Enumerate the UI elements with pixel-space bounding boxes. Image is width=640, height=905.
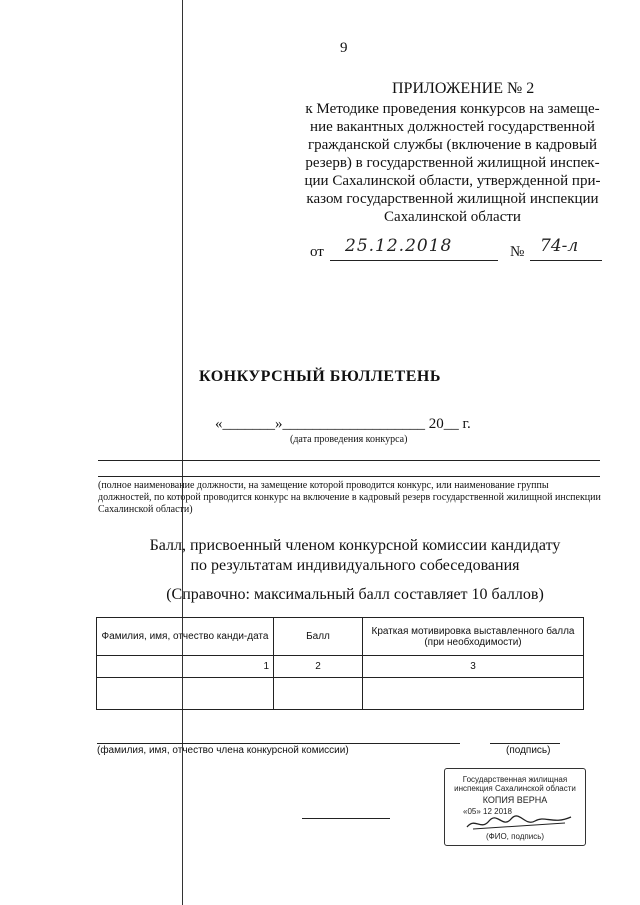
appendix-line: ции Сахалинской области, утвержденной при- [304,173,601,189]
number-label: № [510,244,525,260]
table-row [97,656,584,678]
signature-name-caption: (фамилия, имя, отчество члена конкурсной комиссии) [97,745,349,756]
table-header: Краткая мотивировка выставленного балла (при необходимости) [363,618,584,656]
stamp-date: «05» 12 2018 [463,807,512,816]
handwritten-number: 74-л [540,236,579,256]
reference-note: (Справочно: максимальный балл составляет 10 баллов) [166,586,544,603]
position-line [98,476,600,477]
table-header-row [97,618,584,656]
scan-fold-line [182,0,183,905]
from-label: от [310,244,324,260]
signature-line [490,743,560,744]
signature-caption: (подпись) [506,745,551,756]
handwritten-signature-icon [465,813,575,833]
appendix-text [300,100,605,226]
appendix-line: Сахалинской области [384,209,521,225]
signature-name-line [97,743,460,744]
table-cell [363,678,584,710]
stamp-line: инспекция Сахалинской области [454,784,576,793]
certification-stamp [444,768,586,846]
ballot-table [96,617,584,710]
table-cell: 3 [363,656,584,678]
score-title-line: по результатам индивидуального собеседования [190,557,520,574]
date-underline [330,260,498,261]
table-row [97,678,584,710]
score-title [100,536,610,576]
position-line [98,460,600,461]
appendix-line: гражданской службы (включение в кадровый [307,137,598,153]
appendix-line: казом государственной жилищной инспекции [306,191,599,207]
table-cell [274,678,363,710]
appendix-line: ние вакантных должностей государственной [310,119,595,135]
blank-line [302,818,390,819]
document-title: КОНКУРСНЫЙ БЮЛЛЕТЕНЬ [199,368,441,385]
page-number: 9 [340,40,348,56]
stamp-line: Государственная жилищная [462,775,568,784]
position-caption: (полное наименование должности, на замещение которой проводится конкурс, или наименование группы должностей, по которой проводится конкурс на включение в кадровый резерв государственной жилищной инспекции Сахалинской области) [98,480,601,515]
score-title-line: Балл, присвоенный членом конкурсной комиссии кандидату [149,537,561,554]
appendix-line: к Методике проведения конкурсов на замеще- [305,101,600,117]
stamp-copy: КОПИЯ ВЕРНА [482,795,548,805]
stamp-fio: (ФИО, подпись) [485,832,545,841]
appendix-title: ПРИЛОЖЕНИЕ № 2 [392,80,535,97]
table-header: Балл [274,618,363,656]
table-cell: 2 [274,656,363,678]
date-blank: «_______»___________________ 20__ г. [215,416,471,432]
date-caption: (дата проведения конкурса) [290,434,408,445]
appendix-line: резерв) в государственной жилищной инспек- [305,155,600,171]
handwritten-date: 25.12.2018 [345,236,453,256]
table-cell: 1 [97,656,274,678]
number-underline [530,260,602,261]
table-cell [97,678,274,710]
table-header: Фамилия, имя, отчество канди-дата [97,618,274,656]
